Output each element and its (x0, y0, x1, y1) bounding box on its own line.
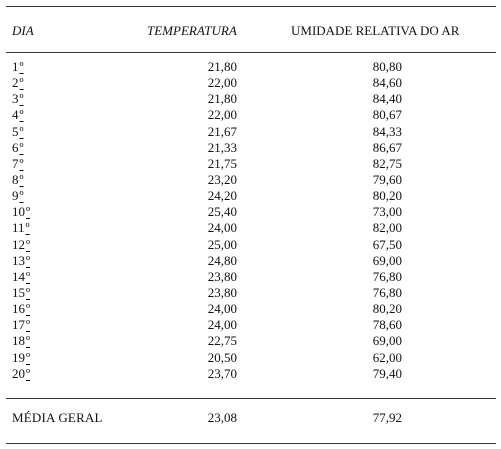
cell-dia-number: 8 (12, 171, 19, 187)
cell-dia (12, 91, 24, 107)
summary-temperatura: 23,08 (207, 410, 237, 425)
cell-dia-ordinal: º (19, 75, 24, 91)
cell-temperatura: 24,00 (207, 317, 237, 333)
summary-label: MÉDIA GERAL (12, 410, 103, 425)
cell-temperatura: 23,20 (207, 171, 237, 187)
cell-dia-number: 12 (12, 236, 25, 252)
cell-dia-number: 9 (12, 188, 19, 204)
cell-dia (12, 285, 30, 301)
cell-dia-ordinal: º (26, 301, 31, 317)
cell-umidade: 80,80 (372, 59, 402, 74)
cell-dia (12, 107, 24, 123)
cell-umidade: 69,00 (372, 333, 402, 349)
table-row (0, 107, 501, 123)
cell-dia-number: 2 (12, 75, 19, 91)
cell-dia-ordinal: º (19, 123, 24, 139)
table-row (0, 285, 501, 301)
cell-temperatura: 21,67 (207, 123, 237, 139)
cell-dia-number: 15 (12, 284, 25, 300)
cell-dia-ordinal: º (19, 155, 24, 171)
cell-dia-ordinal: º (26, 268, 31, 284)
cell-dia-ordinal: º (26, 349, 31, 365)
cell-umidade: 82,75 (372, 155, 402, 171)
cell-temperatura: 25,00 (207, 236, 237, 252)
cell-dia-number: 11 (12, 220, 25, 236)
cell-dia (12, 350, 30, 366)
cell-dia-ordinal: º (19, 59, 24, 74)
cell-umidade: 82,00 (372, 220, 402, 236)
table-row (0, 333, 501, 349)
table-row (0, 301, 501, 317)
cell-dia-number: 20 (12, 365, 25, 381)
cell-dia (12, 333, 30, 349)
cell-temperatura: 24,00 (207, 220, 237, 236)
cell-umidade: 62,00 (372, 349, 402, 365)
cell-temperatura: 21,80 (207, 59, 237, 74)
cell-temperatura: 21,80 (207, 91, 237, 107)
cell-dia-number: 19 (12, 349, 25, 365)
cell-dia (12, 156, 24, 172)
cell-dia-number: 6 (12, 139, 19, 155)
cell-umidade: 80,20 (372, 188, 402, 204)
cell-dia-number: 7 (12, 155, 19, 171)
cell-temperatura: 24,00 (207, 301, 237, 317)
cell-umidade: 84,40 (372, 91, 402, 107)
cell-dia (12, 220, 30, 236)
cell-temperatura: 20,50 (207, 349, 237, 365)
cell-dia (12, 317, 30, 333)
cell-dia-ordinal: º (19, 139, 24, 155)
header-rule (6, 52, 496, 53)
cell-dia (12, 172, 24, 188)
cell-temperatura: 21,33 (207, 139, 237, 155)
table-row (0, 253, 501, 269)
cell-temperatura: 22,00 (207, 107, 237, 123)
cell-dia-ordinal: º (19, 188, 24, 204)
top-rule (6, 6, 496, 7)
cell-umidade: 69,00 (372, 252, 402, 268)
table-row (0, 204, 501, 220)
cell-umidade: 76,80 (372, 268, 402, 284)
table-row (0, 156, 501, 172)
table-row (0, 188, 501, 204)
cell-umidade: 86,67 (372, 139, 402, 155)
cell-dia-number: 14 (12, 268, 25, 284)
cell-temperatura: 24,20 (207, 188, 237, 204)
cell-umidade: 80,20 (372, 301, 402, 317)
table-body (0, 59, 501, 382)
cell-dia-number: 17 (12, 317, 25, 333)
table-row (0, 140, 501, 156)
cell-dia-ordinal: º (19, 107, 24, 123)
cell-umidade: 80,67 (372, 107, 402, 123)
table-row (0, 350, 501, 366)
cell-dia (12, 75, 24, 91)
cell-dia-ordinal: º (19, 171, 24, 187)
cell-dia (12, 301, 30, 317)
cell-temperatura: 24,80 (207, 252, 237, 268)
cell-dia (12, 124, 24, 140)
summary-umidade: 77,92 (372, 410, 402, 425)
cell-dia (12, 269, 30, 285)
table-row (0, 269, 501, 285)
cell-dia-number: 1 (12, 59, 19, 74)
cell-dia-number: 16 (12, 301, 25, 317)
table-row (0, 124, 501, 140)
cell-umidade: 78,60 (372, 317, 402, 333)
cell-temperatura: 22,00 (207, 75, 237, 91)
header-umidade: UMIDADE RELATIVA DO AR (291, 23, 460, 38)
summary-rule (6, 398, 496, 399)
table-row (0, 317, 501, 333)
cell-temperatura: 25,40 (207, 204, 237, 220)
cell-dia-number: 5 (12, 123, 19, 139)
header-dia: DIA (12, 23, 34, 38)
cell-temperatura: 21,75 (207, 155, 237, 171)
cell-umidade: 79,60 (372, 171, 402, 187)
cell-umidade: 79,40 (372, 365, 402, 381)
cell-dia-ordinal: º (26, 317, 31, 333)
cell-dia-number: 10 (12, 204, 25, 220)
cell-dia-ordinal: º (26, 236, 31, 252)
cell-umidade: 84,33 (372, 123, 402, 139)
cell-dia (12, 188, 24, 204)
cell-temperatura: 23,80 (207, 284, 237, 300)
table-row (0, 59, 501, 75)
cell-dia-number: 13 (12, 252, 25, 268)
cell-dia-ordinal: º (26, 333, 31, 349)
cell-temperatura: 23,80 (207, 268, 237, 284)
cell-dia-ordinal: º (26, 252, 31, 268)
cell-dia-number: 18 (12, 333, 25, 349)
cell-umidade: 84,60 (372, 75, 402, 91)
cell-umidade: 73,00 (372, 204, 402, 220)
cell-dia (12, 237, 30, 253)
cell-dia (12, 253, 30, 269)
cell-temperatura: 22,75 (207, 333, 237, 349)
table-row (0, 172, 501, 188)
table-row (0, 366, 501, 382)
cell-dia-ordinal: º (25, 220, 30, 236)
cell-dia-number: 3 (12, 91, 19, 107)
cell-dia-ordinal: º (26, 204, 31, 220)
table-row (0, 220, 501, 236)
table-row (0, 237, 501, 253)
cell-dia-ordinal: º (26, 365, 31, 381)
bottom-rule (6, 443, 496, 444)
cell-dia (12, 366, 30, 382)
cell-dia (12, 140, 24, 156)
cell-umidade: 76,80 (372, 284, 402, 300)
header-temperatura: TEMPERATURA (147, 23, 237, 38)
summary-row (0, 410, 501, 426)
cell-dia (12, 204, 30, 220)
table-row (0, 91, 501, 107)
cell-umidade: 67,50 (372, 236, 402, 252)
cell-dia-ordinal: º (19, 91, 24, 107)
cell-dia-number: 4 (12, 107, 19, 123)
cell-dia (12, 59, 24, 75)
cell-temperatura: 23,70 (207, 365, 237, 381)
table-row (0, 75, 501, 91)
cell-dia-ordinal: º (26, 284, 31, 300)
